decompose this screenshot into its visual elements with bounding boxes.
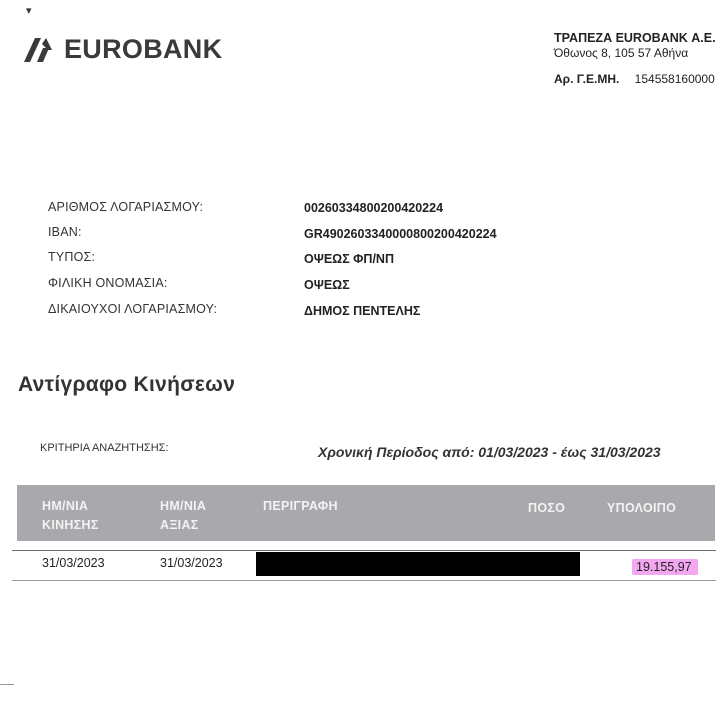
friendly-name-label: ΦΙΛΙΚΗ ΟΝΟΜΑΣΙΑ: [48,276,168,290]
col-value-date [160,497,206,535]
col-value-date-line2: ΑΞΙΑΣ [160,518,199,532]
type-label: ΤΥΠΟΣ: [48,250,96,264]
gemi-number [554,72,715,86]
iban-value: GR4902603340000800200420224 [304,227,497,241]
gemi-value: 154558160000 [634,72,715,86]
account-number-label: ΑΡΙΘΜΟΣ ΛΟΓΑΡΙΑΣΜΟΥ: [48,200,204,214]
beneficiaries-value: ΔΗΜΟΣ ΠΕΝΤΕΛΗΣ [304,304,421,318]
row-movement-date: 31/03/2023 [42,556,105,570]
bank-info [554,31,716,61]
time-period: Χρονική Περίοδος από: 01/03/2023 - έως 31/03/2023 [318,444,661,460]
account-number-value: 00260334800200420224 [304,201,444,215]
friendly-name-value: ΟΨΕΩΣ [304,278,350,292]
row-value-date: 31/03/2023 [160,556,223,570]
col-amount: ΠΟΣΟ [528,501,566,515]
col-description: ΠΕΡΙΓΡΑΦΗ [263,499,338,513]
logo-text: EUROBANK [64,34,223,64]
type-value: ΟΨΕΩΣ ΦΠ/ΝΠ [304,252,394,266]
bank-address: Όθωνος 8, 105 57 Αθήνα [554,46,689,60]
row-balance: 19.155,97 [632,559,698,575]
redacted-description [256,552,580,576]
row-bottom-divider [12,580,716,581]
col-balance: ΥΠΟΛΟΙΠΟ [607,501,677,515]
section-title: Αντίγραφο Κινήσεων [18,373,236,396]
col-movement-date-line1: ΗΜ/ΝΙΑ [42,499,89,513]
col-movement-date [42,497,99,535]
row-top-divider [12,550,716,551]
bank-name: ΤΡΑΠΕΖΑ EUROBANK Α.Ε. [554,31,716,45]
iban-label: IBAN: [48,225,82,239]
col-movement-date-line2: ΚΙΝΗΣΗΣ [42,518,99,532]
gemi-label: Αρ. Γ.Ε.ΜΗ. [554,72,620,86]
search-criteria-label: ΚΡΙΤΗΡΙΑ ΑΝΑΖΗΤΗΣΗΣ: [40,442,169,454]
eurobank-logo [22,34,222,65]
col-value-date-line1: ΗΜ/ΝΙΑ [160,499,207,513]
corner-mark: ▾ [26,5,32,17]
page-edge-mark [0,684,14,685]
beneficiaries-label: ΔΙΚΑΙΟΥΧΟΙ ΛΟΓΑΡΙΑΣΜΟΥ: [48,302,218,316]
eurobank-logo-icon [22,36,56,64]
